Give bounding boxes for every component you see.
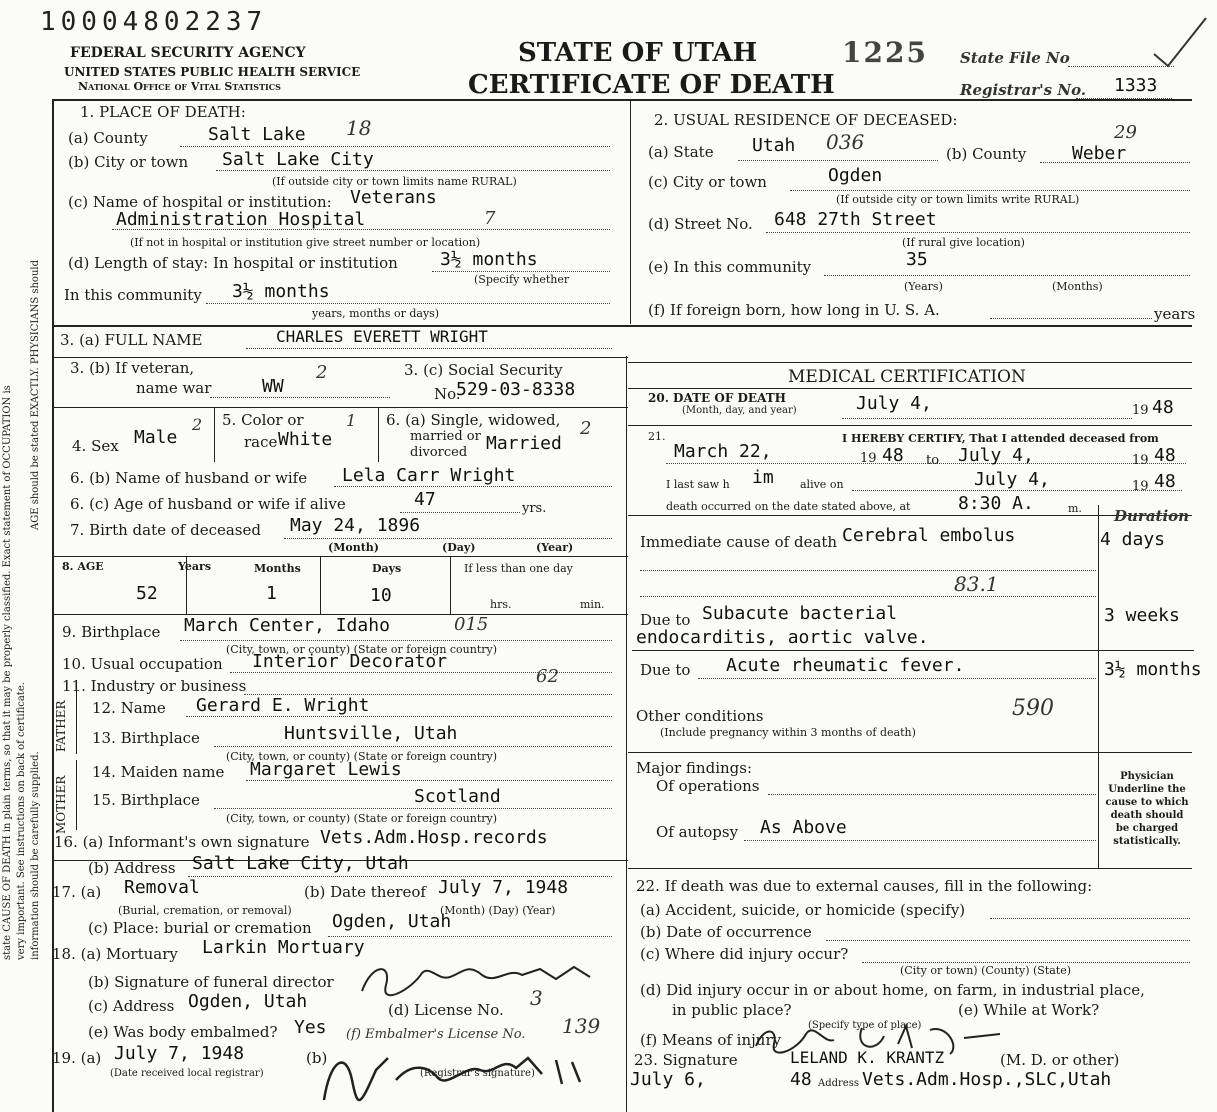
birth-year-label: (Year) — [536, 541, 574, 554]
birthplace-note: (City, town, or county) (State or foreign country) — [226, 643, 498, 656]
side-note-4: information should be carefully supplied. — [30, 751, 41, 960]
mortuary-label: 18. (a) Mortuary — [52, 945, 178, 963]
last-saw-prefix: 19 — [1132, 479, 1149, 494]
attend-to-prefix: 19 — [1132, 453, 1149, 468]
res-foreign-label: (f) If foreign born, how long in U. S. A. — [648, 301, 940, 319]
res-months-label: (Months) — [1052, 280, 1103, 293]
pod-county-label: (a) County — [68, 129, 148, 147]
immediate-cause: Cerebral embolus — [842, 525, 1016, 546]
signer-name: LELAND K. KRANTZ — [790, 1048, 945, 1067]
sex: Male — [134, 427, 178, 448]
cert-text: I HEREBY CERTIFY, That I attended deceased from — [842, 432, 1159, 445]
pod-hospital-code: 7 — [484, 208, 496, 229]
pod-community-label: In this community — [64, 286, 202, 304]
father-birthplace-label: 13. Birthplace — [92, 729, 200, 747]
burial-date-note: (Month) (Day) (Year) — [440, 904, 556, 917]
external-b: (b) Date of occurrence — [640, 923, 812, 941]
last-saw: im — [752, 467, 774, 488]
age-min: min. — [580, 598, 605, 611]
age-label: 8. AGE — [62, 560, 104, 573]
father-name-label: 12. Name — [92, 699, 166, 717]
cause-code-1: 83.1 — [954, 572, 999, 596]
mother-name-label: 14. Maiden name — [92, 763, 225, 781]
director-address: Ogden, Utah — [188, 991, 308, 1012]
social-security: 529-03-8338 — [456, 379, 576, 400]
check-mark-icon — [1150, 14, 1210, 74]
age-days-header: Days — [372, 562, 402, 575]
pod-city: Salt Lake City — [222, 149, 374, 170]
external-f: (f) Means of injury — [640, 1031, 782, 1049]
full-name-label: 3. (a) FULL NAME — [60, 331, 203, 349]
license-number: 3 — [530, 986, 543, 1010]
signature-date: July 6, — [630, 1069, 706, 1090]
received-note: (Date received local registrar) — [110, 1068, 264, 1079]
pod-city-label: (b) City or town — [68, 153, 189, 171]
burial-place-label: (c) Place: burial or cremation — [88, 919, 312, 937]
funeral-director-label: (b) Signature of funeral director — [88, 973, 334, 991]
due-to-2-duration: 3½ months — [1104, 659, 1202, 680]
res-foreign-years: years — [1154, 305, 1196, 323]
side-note-2: very important. See instructions on back of certificate. — [16, 682, 27, 960]
external-d1: (d) Did injury occur in or about home, on farm, in industrial place, — [640, 981, 1145, 999]
due-to-1b: endocarditis, aortic valve. — [636, 627, 929, 648]
age-years-header: Years — [178, 560, 212, 573]
license-label: (d) License No. — [388, 1001, 504, 1019]
cause-code-2: 590 — [1012, 696, 1054, 721]
age-hrs: hrs. — [490, 598, 512, 611]
external-e: (e) While at Work? — [958, 1001, 1100, 1019]
war-code: 2 — [316, 362, 328, 383]
due-to-1-duration: 3 weeks — [1104, 605, 1180, 626]
res-street-label: (d) Street No. — [648, 215, 753, 233]
marital-label3: divorced — [410, 445, 468, 460]
external-heading: 22. If death was due to external causes, fill in the following: — [636, 877, 1093, 895]
duration-header: Duration — [1114, 507, 1190, 525]
birthplace: March Center, Idaho — [184, 615, 390, 636]
burial-date: July 7, 1948 — [438, 877, 569, 898]
dod-label: 20. DATE OF DEATH — [648, 391, 786, 405]
veteran-label: 3. (b) If veteran, — [70, 359, 195, 377]
father-bp-note: (City, town, or county) (State or foreign country) — [226, 750, 498, 763]
father-birthplace: Huntsville, Utah — [284, 723, 458, 744]
res-city-label: (c) City or town — [648, 173, 767, 191]
physician-note: Physician Underline the cause to which death should be charged statistically. — [1105, 771, 1189, 847]
res-county-code: 29 — [1114, 122, 1137, 143]
age-years: 52 — [136, 583, 158, 604]
informant-label: 16. (a) Informant's own signature — [54, 833, 310, 851]
pod-hospital-2: Administration Hospital — [116, 209, 366, 230]
death-time: 8:30 A. — [958, 493, 1034, 514]
dod-sublabel: (Month, day, and year) — [682, 405, 797, 416]
burial-date-label: (b) Date thereof — [304, 883, 426, 901]
attend-from-year: 48 — [882, 445, 904, 466]
occupation-code: 62 — [536, 666, 559, 687]
pod-county: Salt Lake — [208, 124, 306, 145]
attend-to-year: 48 — [1154, 445, 1176, 466]
mother-side-label: MOTHER — [54, 775, 68, 834]
external-c-note: (City or town) (County) (State) — [900, 964, 1072, 977]
pod-stay-hospital: 3½ months — [440, 249, 538, 270]
pod-specify: (Specify whether — [474, 273, 570, 286]
race: White — [278, 429, 333, 450]
serial-number: 10004802237 — [40, 7, 268, 37]
operations-label: Of operations — [656, 777, 760, 795]
informant-address-label: (b) Address — [88, 859, 176, 877]
side-note-3: AGE should be stated EXACTLY. PHYSICIANS should — [30, 260, 41, 530]
age-months-header: Months — [254, 562, 301, 575]
spouse-age-yrs: yrs. — [522, 501, 547, 516]
attend-from-prefix: 19 — [860, 451, 877, 466]
mother-birthplace: Scotland — [414, 786, 501, 807]
embalmed-label: (e) Was body embalmed? — [88, 1023, 278, 1041]
pod-hospital-label: (c) Name of hospital or institution: — [68, 193, 332, 211]
state-file-label: State File No — [960, 49, 1070, 67]
immediate-cause-label: Immediate cause of death — [640, 533, 838, 551]
spouse-age: 47 — [414, 489, 436, 510]
am-label: m. — [1068, 502, 1082, 515]
received-date: July 7, 1948 — [114, 1043, 245, 1064]
pod-county-code: 18 — [346, 116, 372, 140]
dod-year-prefix: 19 — [1132, 403, 1149, 418]
to-label: to — [926, 453, 940, 468]
birth-date: May 24, 1896 — [290, 515, 421, 536]
full-name: CHARLES EVERETT WRIGHT — [276, 327, 488, 346]
ss-no-label: No. — [434, 385, 461, 403]
occupation: Interior Decorator — [252, 651, 448, 672]
immediate-duration: 4 days — [1100, 529, 1166, 550]
alive-on-label: alive on — [800, 478, 844, 491]
informant-address: Salt Lake City, Utah — [192, 853, 409, 874]
spouse-age-label: 6. (c) Age of husband or wife if alive — [70, 495, 346, 513]
physician-address: Vets.Adm.Hosp.,SLC,Utah — [862, 1069, 1112, 1090]
due-to-2: Acute rheumatic fever. — [726, 655, 965, 676]
file-stamp: 1225 — [842, 36, 928, 69]
birth-day-label: (Day) — [442, 541, 476, 554]
res-state-code: 036 — [826, 130, 865, 154]
registrar-label: Registrar's No. — [960, 81, 1087, 99]
informant: Vets.Adm.Hosp.records — [320, 827, 548, 848]
external-c: (c) Where did injury occur? — [640, 945, 849, 963]
side-note-1: state CAUSE OF DEATH in plain terms, so that it may be properly classified. Exact statement of OCCUPATION is — [2, 385, 13, 960]
marital-code: 2 — [580, 418, 592, 439]
pod-hospital-note: (If not in hospital or institution give street number or location) — [130, 236, 481, 249]
agency-line2: UNITED STATES PUBLIC HEALTH SERVICE — [64, 65, 361, 79]
embalmer-license-label: (f) Embalmer's License No. — [346, 1027, 526, 1042]
md-label: (M. D. or other) — [1000, 1051, 1120, 1069]
medical-heading: MEDICAL CERTIFICATION — [788, 367, 1026, 387]
res-county-label: (b) County — [946, 145, 1027, 163]
age-months: 1 — [266, 583, 277, 604]
res-state: Utah — [752, 135, 796, 156]
age-less-day-header: If less than one day — [464, 562, 573, 575]
marital-status: Married — [486, 433, 562, 454]
color-label: 5. Color or — [222, 411, 304, 429]
director-address-label: (c) Address — [88, 997, 175, 1015]
race-code: 1 — [346, 411, 357, 430]
birth-date-label: 7. Birth date of deceased — [70, 521, 261, 539]
ss-label: 3. (c) Social Security — [404, 361, 563, 379]
sex-label: 4. Sex — [72, 437, 119, 455]
res-community-label: (e) In this community — [648, 258, 812, 276]
res-city: Ogden — [828, 165, 883, 186]
death-occurred-label: death occurred on the date stated above, at — [666, 500, 911, 513]
father-side-label: FATHER — [54, 700, 68, 752]
sex-code: 2 — [192, 415, 203, 434]
certificate-title: CERTIFICATE OF DEATH — [468, 70, 835, 100]
cert-no: 21. — [648, 430, 666, 443]
signature-year: 48 — [790, 1069, 812, 1090]
mother-bp-note: (City, town, or county) (State or foreign country) — [226, 812, 498, 825]
due-to-label-2: Due to — [640, 661, 691, 679]
marital-label2: married or — [410, 429, 481, 444]
attend-from: March 22, — [674, 441, 772, 462]
autopsy-label: Of autopsy — [656, 823, 739, 841]
external-d2: in public place? — [672, 1001, 792, 1019]
industry-label: 11. Industry or business — [62, 677, 247, 695]
place-of-death-heading: 1. PLACE OF DEATH: — [80, 103, 246, 121]
due-to-label-1: Due to — [640, 611, 691, 629]
burial-method-note: (Burial, cremation, or removal) — [118, 904, 292, 917]
embalmer-license: 139 — [562, 1014, 601, 1038]
last-saw-label: I last saw h — [666, 478, 730, 491]
race-label: race — [244, 433, 278, 451]
mortuary: Larkin Mortuary — [202, 937, 365, 958]
res-years-label: (Years) — [904, 280, 943, 293]
burial-place: Ogden, Utah — [332, 911, 452, 932]
birthplace-label: 9. Birthplace — [62, 623, 161, 641]
external-d-note: (Specify type of place) — [808, 1020, 922, 1031]
pod-hospital-1: Veterans — [350, 187, 437, 208]
burial-method: Removal — [124, 877, 200, 898]
agency-line1: FEDERAL SECURITY AGENCY — [70, 45, 306, 61]
signature-label: 23. Signature — [634, 1051, 738, 1069]
other-conditions-note: (Include pregnancy within 3 months of death) — [660, 726, 916, 739]
embalmed: Yes — [294, 1017, 327, 1038]
pod-city-note: (If outside city or town limits name RURAL) — [272, 175, 517, 188]
last-saw-date: July 4, — [974, 469, 1050, 490]
physician-address-label: Address — [818, 1078, 859, 1089]
marital-label1: 6. (a) Single, widowed, — [386, 411, 561, 429]
pod-units-note: years, months or days) — [312, 307, 440, 320]
last-saw-year: 48 — [1154, 471, 1176, 492]
occupation-label: 10. Usual occupation — [62, 655, 223, 673]
due-to-1a: Subacute bacterial — [702, 603, 898, 624]
major-findings-label: Major findings: — [636, 759, 753, 777]
external-a: (a) Accident, suicide, or homicide (specify) — [640, 901, 966, 919]
birthplace-code: 015 — [454, 614, 489, 635]
age-days: 10 — [370, 585, 392, 606]
residence-heading: 2. USUAL RESIDENCE OF DECEASED: — [654, 111, 958, 129]
war-label: name war — [136, 379, 212, 397]
agency-line3: National Office of Vital Statistics — [78, 80, 281, 93]
burial-method-label: 17. (a) — [52, 883, 102, 901]
father-name: Gerard E. Wright — [196, 695, 370, 716]
dod-year: 48 — [1152, 397, 1174, 418]
funeral-director-signature — [352, 955, 602, 1000]
autopsy: As Above — [760, 817, 847, 838]
received-label: 19. (a) — [52, 1049, 102, 1067]
state-title: STATE OF UTAH — [518, 38, 758, 68]
spouse-name: Lela Carr Wright — [342, 465, 516, 486]
res-state-label: (a) State — [648, 143, 714, 161]
registrar-number: 1333 — [1114, 75, 1158, 96]
pod-stay-label: (d) Length of stay: In hospital or institution — [68, 254, 398, 272]
res-city-note: (If outside city or town limits write RURAL) — [836, 193, 1080, 206]
birth-month-label: (Month) — [328, 541, 379, 554]
res-rural-note: (If rural give location) — [902, 236, 1025, 249]
registrar-sig-note: (Registrar's signature) — [420, 1068, 535, 1079]
pod-stay-community: 3½ months — [232, 281, 330, 302]
mother-maiden-name: Margaret Lewis — [250, 759, 402, 780]
war: WW — [262, 376, 284, 397]
mother-birthplace-label: 15. Birthplace — [92, 791, 200, 809]
other-conditions-label: Other conditions — [636, 707, 764, 725]
res-street: 648 27th Street — [774, 209, 937, 230]
res-county: Weber — [1072, 143, 1127, 164]
registrar-sig-label: (b) — [306, 1049, 328, 1067]
attend-to: July 4, — [958, 445, 1034, 466]
spouse-label: 6. (b) Name of husband or wife — [70, 469, 308, 487]
date-of-death: July 4, — [856, 393, 932, 414]
res-community-years: 35 — [906, 249, 928, 270]
